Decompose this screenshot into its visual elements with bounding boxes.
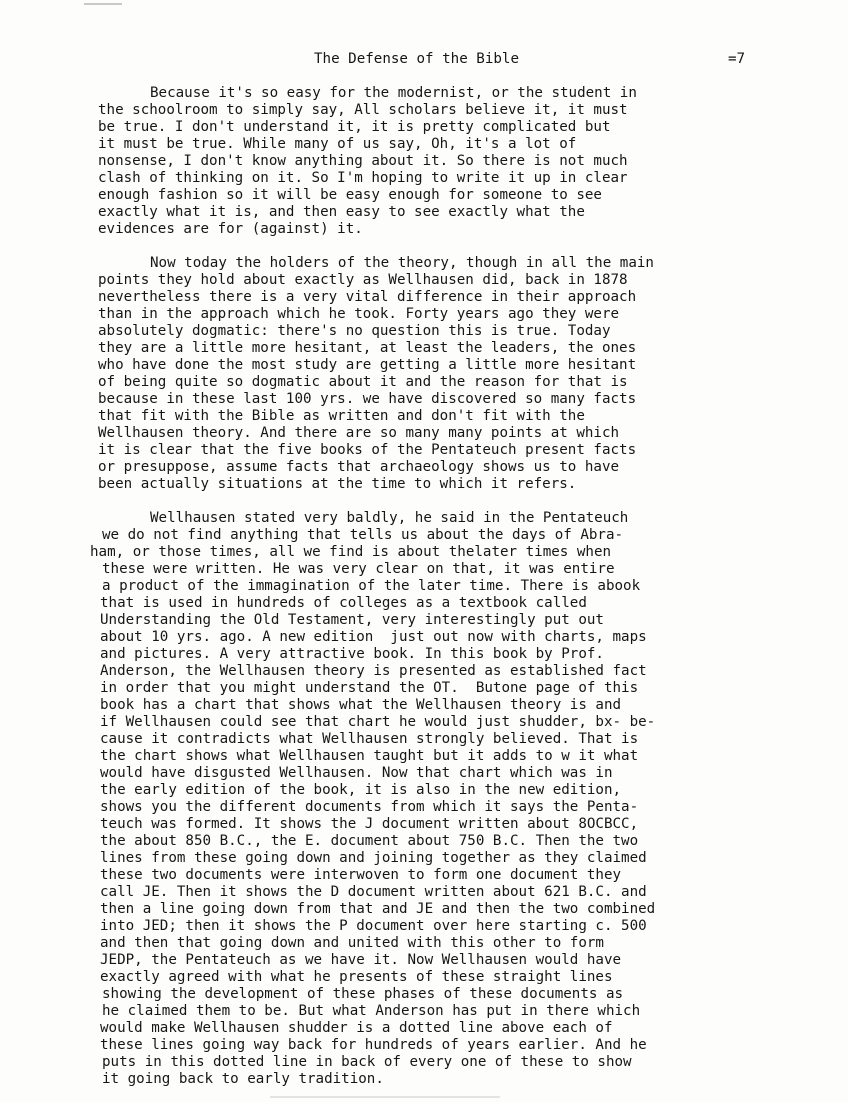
text-line: be true. I don't understand it, it is pretty complicated but bbox=[98, 119, 611, 135]
text-line: Wellhausen stated very baldly, he said in the Pentateuch bbox=[150, 510, 629, 526]
text-line: absolutely dogmatic: there's no question this is true. Today bbox=[98, 323, 611, 339]
text-line: it is clear that the five books of the Pentateuch present facts bbox=[98, 442, 637, 458]
page-title: The Defense of the Bible bbox=[314, 51, 519, 67]
text-line: Now today the holders of the theory, though in all the main bbox=[150, 255, 654, 271]
page-number: =7 bbox=[728, 51, 746, 67]
text-line: he claimed them to be. But what Anderson has put in there which bbox=[102, 1003, 641, 1019]
text-line: that is used in hundreds of colleges as a textbook called bbox=[100, 595, 587, 611]
text-line: of being quite so dogmatic about it and the reason for that is bbox=[98, 374, 628, 390]
text-line: into JED; then it shows the P document over here starting c. 500 bbox=[100, 918, 647, 934]
text-line: book has a chart that shows what the Wellhausen theory is and bbox=[100, 697, 622, 713]
text-line: Wellhausen theory. And there are so many many points at which bbox=[98, 425, 620, 441]
text-line: about 10 yrs. ago. A new edition just out now with charts, maps bbox=[100, 629, 647, 645]
text-line: exactly what it is, and then easy to see exactly what the bbox=[98, 204, 585, 220]
text-line: been actually situations at the time to which it refers. bbox=[98, 476, 577, 492]
text-line: enough fashion so it will be easy enough for someone to see bbox=[98, 187, 602, 203]
text-line: these two documents were interwoven to form one document they bbox=[100, 867, 622, 883]
text-line: if Wellhausen could see that chart he would just shudder, bx- be- bbox=[100, 714, 656, 730]
document-body bbox=[0, 85, 848, 1105]
text-line: shows you the different documents from which it says the Penta- bbox=[100, 799, 639, 815]
text-line: the about 850 B.C., the E. document about 750 B.C. Then the two bbox=[100, 833, 639, 849]
text-line: because in these last 100 yrs. we have discovered so many facts bbox=[98, 391, 637, 407]
text-line: JEDP, the Pentateuch as we have it. Now Wellhausen would have bbox=[100, 952, 622, 968]
text-line: evidences are for (against) it. bbox=[98, 221, 363, 237]
paragraph-3 bbox=[0, 510, 848, 1088]
text-line: would make Wellhausen shudder is a dotted line above each of bbox=[100, 1020, 613, 1036]
text-line: nonsense, I don't know anything about it. So there is not much bbox=[98, 153, 628, 169]
text-line: teuch was formed. It shows the J document written about 8OCBCC, bbox=[100, 816, 639, 832]
text-line: points they hold about exactly as Wellhausen did, back in 1878 bbox=[98, 272, 628, 288]
text-line: who have done the most study are getting a little more hesitant bbox=[98, 357, 637, 373]
text-line: puts in this dotted line in back of every one of these to show bbox=[102, 1054, 632, 1070]
text-line: Anderson, the Wellhausen theory is presented as established fact bbox=[100, 663, 647, 679]
text-line: showing the development of these phases of these documents as bbox=[102, 986, 624, 1002]
scan-artifact-bottom bbox=[270, 1096, 500, 1098]
text-line: Because it's so easy for the modernist, or the student in bbox=[150, 85, 637, 101]
text-line: cause it contradicts what Wellhausen strongly believed. That is bbox=[100, 731, 639, 747]
text-line: it must be true. While many of us say, Oh, it's a lot of bbox=[98, 136, 577, 152]
text-line: a product of the immagination of the later time. There is abook bbox=[102, 578, 641, 594]
text-line: ham, or those times, all we find is about thelater times when bbox=[90, 544, 612, 560]
paragraph-2 bbox=[0, 255, 848, 493]
text-line: they are a little more hesitant, at least the leaders, the ones bbox=[98, 340, 637, 356]
text-line: or presuppose, assume facts that archaeology shows us to have bbox=[98, 459, 620, 475]
text-line: call JE. Then it shows the D document written about 621 B.C. and bbox=[100, 884, 647, 900]
text-line: then a line going down from that and JE and then the two combined bbox=[100, 901, 656, 917]
text-line: lines from these going down and joining together as they claimed bbox=[100, 850, 647, 866]
scan-artifact-top bbox=[84, 3, 122, 5]
page-header bbox=[0, 50, 848, 68]
paragraph-1 bbox=[0, 85, 848, 238]
text-line: and pictures. A very attractive book. In this book by Prof. bbox=[100, 646, 604, 662]
text-line: in order that you might understand the OT. Butone page of this bbox=[100, 680, 639, 696]
text-line: clash of thinking on it. So I'm hoping to write it up in clear bbox=[98, 170, 628, 186]
text-line: would have disgusted Wellhausen. Now that chart which was in bbox=[100, 765, 613, 781]
text-line: nevertheless there is a very vital difference in their approach bbox=[98, 289, 637, 305]
text-line: the schoolroom to simply say, All scholars believe it, it must bbox=[98, 102, 628, 118]
text-line: and then that going down and united with this other to form bbox=[100, 935, 604, 951]
text-line: these were written. He was very clear on that, it was entire bbox=[102, 561, 615, 577]
text-line: the chart shows what Wellhausen taught but it adds to w it what bbox=[100, 748, 639, 764]
text-line: these lines going way back for hundreds of years earlier. And he bbox=[100, 1037, 647, 1053]
text-line: Understanding the Old Testament, very interestingly put out bbox=[100, 612, 604, 628]
text-line: exactly agreed with what he presents of these straight lines bbox=[100, 969, 613, 985]
text-line: it going back to early tradition. bbox=[102, 1071, 384, 1087]
text-line: the early edition of the book, it is also in the new edition, bbox=[100, 782, 622, 798]
text-line: we do not find anything that tells us about the days of Abra- bbox=[102, 527, 624, 543]
text-line: that fit with the Bible as written and don't fit with the bbox=[98, 408, 585, 424]
text-line: than in the approach which he took. Forty years ago they were bbox=[98, 306, 620, 322]
